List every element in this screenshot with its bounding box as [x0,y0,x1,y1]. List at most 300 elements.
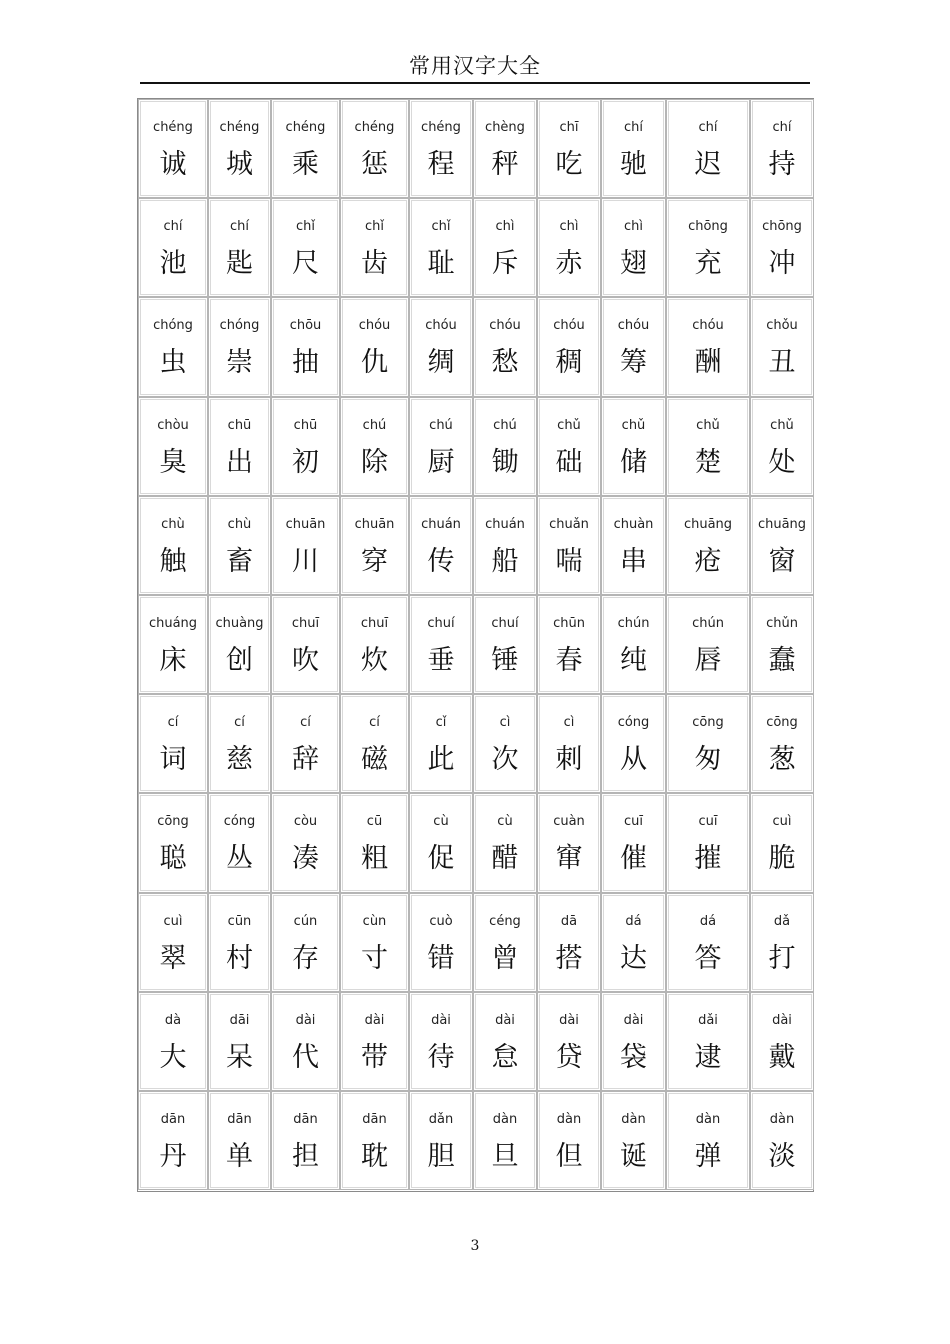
grid-row [138,595,813,694]
hanzi-character: 喘 [555,545,583,577]
character-cell [340,1091,409,1190]
hanzi-character: 唇 [694,645,722,676]
hanzi-character: 词 [159,744,187,776]
character-cell [409,694,473,793]
hanzi-character: 耻 [427,248,455,280]
pinyin-label: cì [563,715,575,731]
character-cell [666,694,750,793]
hanzi-character: 炊 [361,645,388,676]
pinyin-label: chuáng [148,616,198,631]
pinyin-label: dá [625,913,642,929]
hanzi-character: 翅 [620,248,647,280]
hanzi-character: 齿 [361,248,388,280]
character-cell [409,595,473,694]
hanzi-character: 丹 [159,1141,187,1172]
pinyin-label: chún [692,616,724,631]
hanzi-character: 尺 [292,248,319,280]
hanzi-character: 脆 [768,843,796,875]
hanzi-character: 错 [427,942,455,974]
grid-row [138,1091,813,1190]
pinyin-label: chuàng [215,616,264,631]
page-header-title: 常用汉字大全 [409,54,541,78]
hanzi-character: 筹 [620,347,647,379]
character-cell [537,793,601,892]
character-cell [340,496,409,595]
pinyin-label: cì [499,715,511,731]
pinyin-label: còu [293,814,318,830]
hanzi-character: 冲 [768,248,796,280]
hanzi-character: 葱 [768,744,796,776]
pinyin-label: chì [559,219,579,235]
character-cell [473,496,537,595]
hanzi-character: 斥 [491,248,519,280]
character-cell [271,297,340,396]
pinyin-label: dài [772,1012,792,1028]
grid-row [138,297,813,396]
hanzi-character: 窗 [768,545,796,577]
hanzi-character: 程 [427,149,455,180]
hanzi-character: 摧 [694,843,722,875]
hanzi-character: 垂 [427,645,455,676]
hanzi-character: 秤 [491,149,519,180]
pinyin-label: chuǎn [549,516,589,532]
character-cell [138,198,208,297]
hanzi-character: 匙 [226,248,253,280]
character-cell [750,297,814,396]
hanzi-character: 锄 [491,446,519,478]
character-cell [208,397,271,496]
pinyin-label: cí [369,715,380,731]
character-cell [666,297,750,396]
hanzi-character: 赤 [555,248,583,280]
character-cell [473,992,537,1091]
character-cell [340,198,409,297]
hanzi-character: 丑 [768,347,796,379]
hanzi-character: 村 [226,942,253,974]
character-cell [138,297,208,396]
pinyin-label: cún [293,913,318,929]
hanzi-character: 诚 [159,149,187,180]
character-cell [271,99,340,198]
pinyin-label: dài [295,1012,316,1028]
pinyin-label: dǎi [698,1012,718,1028]
header-rule [140,82,810,84]
pinyin-label: dài [495,1012,515,1028]
hanzi-character: 窜 [555,843,583,875]
hanzi-character: 刺 [555,744,583,776]
pinyin-label: chōng [762,219,802,235]
character-cell [537,1091,601,1190]
pinyin-label: chōu [289,318,322,334]
character-cell [666,595,750,694]
hanzi-character: 弹 [694,1141,722,1172]
character-cell [340,694,409,793]
pinyin-label: chǔ [621,417,646,433]
character-cell [473,694,537,793]
hanzi-character: 促 [427,843,455,875]
pinyin-label: chóu [692,318,724,334]
hanzi-character: 出 [226,446,253,478]
hanzi-character: 怠 [491,1041,519,1073]
pinyin-label: cū [366,814,383,830]
pinyin-label: dān [293,1112,318,1127]
pinyin-label: chǔn [766,616,798,631]
character-cell [537,198,601,297]
pinyin-label: chéng [285,120,326,135]
character-cell [271,893,340,992]
character-cell [750,694,814,793]
hanzi-character: 粗 [361,843,388,875]
hanzi-character: 床 [159,645,187,676]
hanzi-character: 处 [768,446,796,478]
hanzi-character: 楚 [694,446,722,478]
hanzi-character: 惩 [361,149,388,180]
pinyin-label: cuì [772,814,792,830]
pinyin-label: chún [617,616,650,631]
pinyin-label: chǔ [557,417,581,433]
pinyin-label: chǐ [365,219,384,235]
pinyin-label: cí [167,715,179,731]
grid-row [138,893,813,992]
character-cell [601,893,666,992]
pinyin-label: chéng [421,120,461,135]
pinyin-label: chóu [553,318,585,334]
hanzi-character: 崇 [226,347,253,379]
pinyin-label: chì [624,219,643,235]
hanzi-character: 畜 [226,545,253,577]
pinyin-label: chú [429,417,453,433]
pinyin-label: chuān [354,516,395,532]
character-cell [666,496,750,595]
hanzi-character: 大 [159,1041,187,1073]
character-cell [340,297,409,396]
hanzi-character: 驰 [620,149,647,180]
hanzi-character: 贷 [555,1041,583,1073]
hanzi-character: 次 [491,744,519,776]
character-cell [537,694,601,793]
pinyin-label: chuàn [613,516,654,532]
character-cell [409,99,473,198]
hanzi-character: 匆 [694,744,722,776]
character-cell [208,99,271,198]
character-cell [409,198,473,297]
pinyin-label: cǐ [435,715,447,731]
pinyin-label: chuī [360,616,389,631]
hanzi-character: 淡 [768,1141,796,1172]
grid-row [138,99,813,198]
pinyin-label: dàn [695,1112,721,1127]
hanzi-character: 翠 [159,942,187,974]
character-cell [666,893,750,992]
hanzi-character: 船 [491,545,519,577]
hanzi-character: 绸 [427,347,455,379]
pinyin-label: chéng [354,120,395,135]
character-cell [409,297,473,396]
hanzi-character: 戴 [768,1041,796,1073]
pinyin-label: chī [559,120,579,135]
character-cell [138,496,208,595]
character-cell [340,893,409,992]
character-cell [750,793,814,892]
character-cell [208,496,271,595]
pinyin-label: dān [362,1112,387,1127]
pinyin-label: chuāng [757,516,807,532]
hanzi-character: 臭 [159,446,187,478]
character-cell [409,992,473,1091]
character-cell [138,793,208,892]
character-cell [473,198,537,297]
character-cell [537,99,601,198]
hanzi-character: 但 [555,1141,583,1172]
hanzi-character: 从 [620,744,647,776]
character-cell [537,992,601,1091]
pinyin-label: céng [489,913,521,929]
hanzi-character: 迟 [694,149,722,180]
pinyin-label: chǐ [431,219,451,235]
character-cell [409,397,473,496]
character-cell [138,992,208,1091]
pinyin-label: dàn [492,1112,518,1127]
character-cell [537,893,601,992]
hanzi-character: 丛 [226,843,253,875]
pinyin-label: chú [362,417,387,433]
character-cell [666,99,750,198]
character-cell [601,198,666,297]
character-cell [340,99,409,198]
hanzi-character: 除 [361,446,388,478]
pinyin-label: chóng [153,318,193,334]
hanzi-character: 穿 [361,545,388,577]
hanzi-character: 逮 [694,1041,722,1073]
hanzi-character: 城 [226,149,253,180]
character-cell [138,694,208,793]
character-cell [473,1091,537,1190]
character-cell [473,297,537,396]
pinyin-label: cuàn [553,814,585,830]
character-cell [138,99,208,198]
pinyin-label: chù [227,516,252,532]
hanzi-character: 持 [768,149,796,180]
pinyin-label: cuī [698,814,718,830]
pinyin-label: cūn [227,913,252,929]
hanzi-character: 吃 [555,149,583,180]
character-cell [537,496,601,595]
pinyin-label: dān [160,1112,186,1127]
character-cell [409,496,473,595]
character-cell [750,397,814,496]
hanzi-character: 磁 [361,744,388,776]
pinyin-label: chù [161,516,185,532]
pinyin-label: cuī [624,814,643,830]
hanzi-character: 存 [292,942,319,974]
character-cell [601,496,666,595]
pinyin-label: chóu [425,318,457,334]
pinyin-label: cōng [692,715,724,731]
pinyin-label: cuò [429,913,453,929]
character-cell [271,397,340,496]
character-cell [537,397,601,496]
hanzi-character: 乘 [292,149,319,180]
pinyin-label: chì [495,219,515,235]
pinyin-label: cóng [223,814,256,830]
pinyin-label: dǎn [428,1112,454,1127]
hanzi-character: 带 [361,1041,388,1073]
character-cell [208,198,271,297]
character-cell [340,397,409,496]
hanzi-character: 单 [226,1141,253,1172]
hanzi-character: 充 [694,248,722,280]
hanzi-character: 曾 [491,942,519,974]
hanzi-character: 酬 [694,347,722,379]
character-cell [409,893,473,992]
hanzi-character: 待 [427,1041,455,1073]
pinyin-label: dà [164,1012,182,1028]
character-cell [138,397,208,496]
hanzi-character: 稠 [555,347,583,379]
pinyin-label: dàn [556,1112,582,1127]
pinyin-label: dài [559,1012,579,1028]
hanzi-character: 辞 [292,744,319,776]
hanzi-character: 担 [292,1141,319,1172]
pinyin-label: dāi [229,1012,250,1028]
pinyin-label: chūn [553,616,585,631]
pinyin-label: chuí [491,616,519,631]
hanzi-character: 寸 [361,942,388,974]
pinyin-label: chuí [427,616,455,631]
pinyin-label: chuān [285,516,326,532]
pinyin-label: chǒu [766,318,798,334]
character-cell [750,893,814,992]
pinyin-label: chuī [291,616,320,631]
character-cell [138,1091,208,1190]
pinyin-label: cōng [157,814,189,830]
character-cell [601,992,666,1091]
character-cell [409,793,473,892]
hanzi-character: 凑 [292,843,319,875]
pinyin-label: chéng [219,120,260,135]
hanzi-character: 串 [620,545,647,577]
character-cell [750,595,814,694]
character-cell [208,992,271,1091]
hanzi-character: 锤 [491,645,519,676]
character-cell [601,595,666,694]
pinyin-label: cuì [163,913,183,929]
grid-row [138,496,813,595]
hanzi-character: 抽 [292,347,319,379]
pinyin-label: cí [234,715,245,731]
pinyin-label: cóng [617,715,650,731]
hanzi-character: 答 [694,942,722,974]
pinyin-label: cùn [362,913,387,929]
pinyin-label: dài [364,1012,385,1028]
character-cell [601,1091,666,1190]
character-cell [601,99,666,198]
pinyin-label: dài [623,1012,644,1028]
character-cell [271,694,340,793]
pinyin-label: dá [699,913,717,929]
pinyin-label: chǔ [770,417,794,433]
character-cell [473,397,537,496]
pinyin-label: dài [431,1012,451,1028]
hanzi-character: 储 [620,446,647,478]
pinyin-label: chóng [219,318,260,334]
pinyin-label: chú [493,417,517,433]
pinyin-label: chū [293,417,318,433]
hanzi-character: 川 [292,545,319,577]
character-cell [271,1091,340,1190]
character-cell [208,694,271,793]
hanzi-character: 聪 [159,843,187,875]
character-cell [208,1091,271,1190]
hanzi-character: 吹 [292,645,319,676]
pinyin-label: chí [163,219,183,235]
hanzi-character: 达 [620,942,647,974]
hanzi-character: 醋 [491,843,519,875]
hanzi-character: 础 [555,446,583,478]
pinyin-label: dàn [769,1112,795,1127]
pinyin-label: chū [227,417,252,433]
hanzi-character: 春 [555,645,583,676]
pinyin-label: dā [560,913,578,929]
pinyin-label: chòu [157,417,189,433]
character-cell [666,198,750,297]
character-cell [271,595,340,694]
hanzi-character: 仇 [361,347,388,379]
hanzi-character: 诞 [620,1141,647,1172]
grid-row [138,198,813,297]
grid-row [138,694,813,793]
hanzi-character: 纯 [620,645,647,676]
pinyin-label: dān [227,1112,252,1127]
pinyin-label: chōng [688,219,728,235]
character-cell [666,793,750,892]
hanzi-character: 创 [226,645,253,676]
pinyin-label: chóu [617,318,650,334]
character-cell [208,893,271,992]
character-cell [537,595,601,694]
pinyin-label: cōng [766,715,798,731]
pinyin-label: dàn [621,1112,646,1127]
pinyin-label: chí [698,120,718,135]
hanzi-character: 触 [159,545,187,577]
hanzi-character: 耽 [361,1141,388,1172]
pinyin-label: chuāng [683,516,733,532]
hanzi-character: 此 [427,744,455,776]
character-cell [666,992,750,1091]
character-cell [271,198,340,297]
character-cell [601,694,666,793]
character-cell [473,793,537,892]
hanzi-character: 催 [620,843,647,875]
character-cell [208,793,271,892]
pinyin-label: chí [624,120,643,135]
pinyin-label: chèng [485,120,525,135]
character-cell [666,1091,750,1190]
hanzi-character: 袋 [620,1041,647,1073]
character-cell [208,297,271,396]
character-cell [271,496,340,595]
character-cell [601,793,666,892]
hanzi-character: 搭 [555,942,583,974]
pinyin-label: chóu [358,318,391,334]
character-cell [138,893,208,992]
hanzi-character: 虫 [159,347,187,379]
character-cell [601,297,666,396]
character-cell [340,992,409,1091]
hanzi-character: 胆 [427,1141,455,1172]
character-cell [409,1091,473,1190]
character-cell [750,198,814,297]
